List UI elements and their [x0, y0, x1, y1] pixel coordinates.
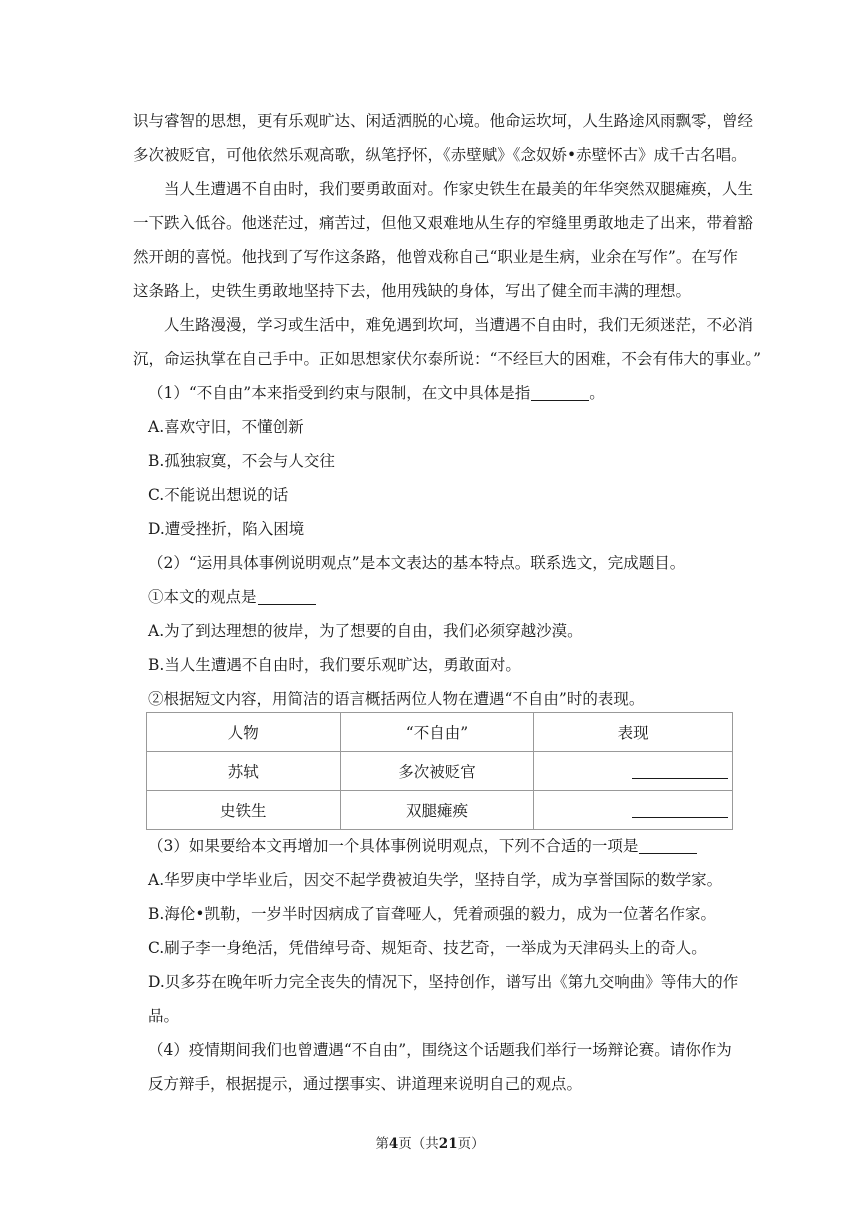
option-b[interactable]: B.海伦•凯勒，一岁半时因病成了盲聋哑人，凭着顽强的毅力，成为一位著名作家。: [148, 905, 716, 923]
question-1-text: （1）“不自由”本来指受到约束与限制，在文中具体是指: [148, 384, 531, 402]
paragraph-line: 这条路上，史铁生勇敢地坚持下去，他用残缺的身体，写出了健全而丰满的理想。: [133, 282, 692, 300]
option-c[interactable]: C.不能说出想说的话: [148, 486, 289, 504]
page-number: 4: [388, 1136, 399, 1152]
answer-table: [146, 712, 733, 830]
paragraph-line: 当人生遭遇不自由时，我们要勇敢面对。作家史铁生在最美的年华突然双腿瘫痪，人生: [164, 180, 754, 198]
question-1-stem: [133, 376, 733, 410]
answer-blank[interactable]: [632, 762, 728, 779]
question-2-sub2: ②根据短文内容，用简洁的语言概括两位人物在遭遇“不自由”时的表现。: [148, 690, 645, 708]
paragraph-line: 然开朗的喜悦。他找到了写作这条路，他曾戏称自己“职业是生病，业余在写作”。在写作: [133, 248, 738, 266]
footer-mid: 页（共: [398, 1136, 439, 1152]
option-a[interactable]: A.华罗庚中学毕业后，因交不起学费被迫失学，坚持自学，成为享誉国际的数学家。: [148, 871, 723, 889]
paragraph-line: 一下跌入低谷。他迷茫过，痛苦过，但他又艰难地从生存的窄缝里勇敢地走了出来，带着豁: [133, 214, 754, 232]
question-3-stem: [133, 829, 733, 863]
paragraph-line: 人生路漫漫，学习或生活中，难免遇到坎坷，当遭遇不自由时，我们无须迷茫，不必消: [164, 316, 754, 334]
table-row: [147, 791, 733, 830]
table-row: [147, 752, 733, 791]
option-a[interactable]: A.喜欢守旧，不懂创新: [148, 418, 304, 436]
document-body-continued: [133, 829, 739, 1101]
page-footer: [0, 1132, 860, 1152]
table-cell-answer: [534, 791, 733, 830]
answer-blank[interactable]: [639, 837, 697, 854]
table-header: “不自由”: [340, 713, 534, 752]
option-b[interactable]: B.当人生遭遇不自由时，我们要乐观旷达，勇敢面对。: [148, 656, 521, 674]
option-b[interactable]: B.孤独寂寞，不会与人交往: [148, 452, 335, 470]
question-4-line: 反方辩手，根据提示，通过摆事实、讲道理来说明自己的观点。: [148, 1075, 583, 1093]
question-3-text: （3）如果要给本文再增加一个具体事例说明观点，下列不合适的一项是: [148, 837, 639, 855]
option-d[interactable]: D.贝多芬在晚年听力完全丧失的情况下，坚持创作，谱写出《第九交响曲》等伟大的作: [148, 973, 739, 991]
table-cell: 史铁生: [147, 791, 341, 830]
paragraph-line: 多次被贬官，可他依然乐观高歌，纵笔抒怀，《赤壁赋》《念奴娇•赤壁怀古》成千古名唱。: [133, 146, 747, 164]
document-body: [133, 104, 762, 716]
answer-blank[interactable]: [531, 384, 589, 401]
paragraph-line: 识与睿智的思想，更有乐观旷达、闲适洒脱的心境。他命运坎坷，人生路途风雨飘零，曾经: [133, 112, 754, 130]
option-a[interactable]: A.为了到达理想的彼岸，为了想要的自由，我们必须穿越沙漠。: [148, 622, 583, 640]
table-cell: 双腿瘫痪: [340, 791, 534, 830]
footer-suffix: 页）: [457, 1136, 485, 1152]
footer-prefix: 第: [375, 1136, 389, 1152]
question-2-sub1: [133, 580, 733, 614]
answer-blank[interactable]: [258, 588, 316, 605]
table-cell: 苏轼: [147, 752, 341, 791]
question-1-end: 。: [589, 384, 605, 402]
total-pages: 21: [438, 1136, 458, 1152]
table-cell: 多次被贬官: [340, 752, 534, 791]
question-2-stem: （2）“运用具体事例说明观点”是本文表达的基本特点。联系选文，完成题目。: [148, 554, 686, 572]
option-c[interactable]: C.刷子李一身绝活，凭借绰号奇、规矩奇、技艺奇，一举成为天津码头上的奇人。: [148, 939, 707, 957]
option-d-continued: 品。: [148, 1007, 180, 1025]
answer-blank[interactable]: [632, 801, 728, 818]
option-d[interactable]: D.遭受挫折，陷入困境: [148, 520, 305, 538]
table-header: 表现: [534, 713, 733, 752]
paragraph-line: 沉，命运执掌在自己手中。正如思想家伏尔泰所说：“不经巨大的困难，不会有伟大的事业。”: [133, 350, 762, 368]
table-header-row: [147, 713, 733, 752]
table-header: 人物: [147, 713, 341, 752]
question-2-sub1-text: ①本文的观点是: [148, 588, 257, 606]
table-cell-answer: [534, 752, 733, 791]
question-4-line: （4）疫情期间我们也曾遭遇“不自由”，围绕这个话题我们举行一场辩论赛。请你作为: [148, 1041, 732, 1059]
